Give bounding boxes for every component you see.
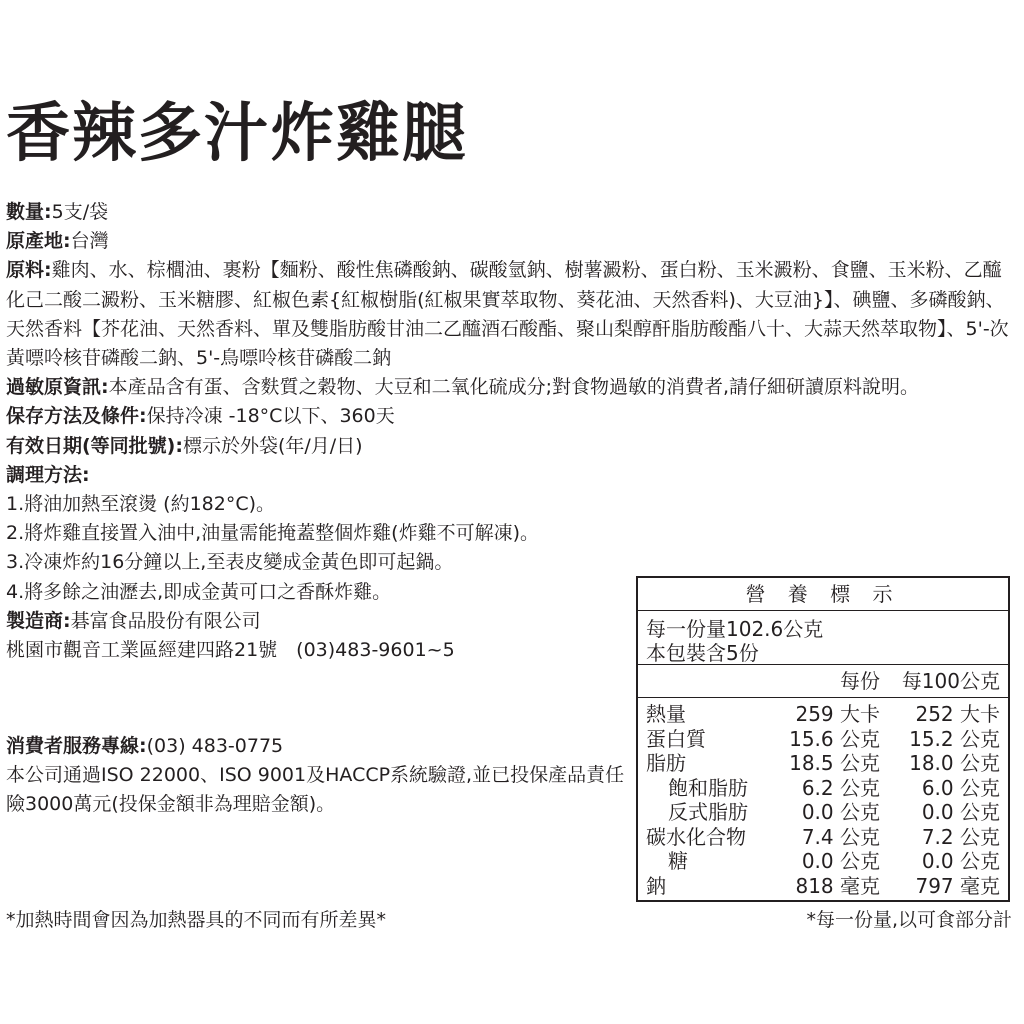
nutrition-rows [638,698,1008,898]
nutrition-row [638,874,1008,899]
storage-value: 保持冷凍 -18°C以下、360天 [146,405,395,428]
manufacturer-value: 碁富食品股份有限公司 [70,609,261,632]
expiry-label: 有效日期(等同批號): [6,434,183,457]
allergen-paragraph [6,373,1016,402]
per-serving-value: 18.5 公克 [789,751,880,775]
nutrient-name: 脂肪 [646,751,686,775]
service-info [6,732,626,820]
per-serving-value: 6.2 公克 [801,775,880,800]
nutrient-name: 熱量 [646,702,686,726]
per-100g-value: 252 大卡 [915,702,1000,726]
per-serving-value: 15.6 公克 [789,726,880,751]
origin-line [6,227,1016,256]
per-100g-value: 15.2 公克 [909,726,1000,751]
cooking-step: 3.冷凍炸約16分鐘以上,至表皮變成金黃色即可起鍋。 [6,551,454,574]
hotline-line [6,732,626,761]
per-serving-value: 0.0 公克 [801,800,880,824]
quantity-line [6,198,1016,227]
col-per-serving: 每份 [840,669,880,693]
nutrient-name: 反式脂肪 [668,800,748,824]
origin-label: 原產地: [6,230,71,253]
cooking-label: 調理方法: [6,463,90,486]
product-title: 香辣多汁炸雞腿 [6,97,468,171]
nutrition-row [638,727,1008,752]
storage-line [6,402,1016,431]
cooking-step: 1.將油加熱至滾燙 (約182°C)。 [6,493,276,516]
nutrition-row [638,825,1008,850]
nutrition-row [638,800,1008,825]
allergen-value: 本產品含有蛋、含麩質之穀物、大豆和二氧化硫成分;對食物過敏的消費者,請仔細研讀原料說明。 [108,376,920,399]
per-serving-value: 259 大卡 [795,702,880,726]
nutrient-name: 碳水化合物 [646,824,746,849]
per-100g-value: 0.0 公克 [921,800,1000,824]
nutrition-row [638,702,1008,727]
nutrient-name: 鈉 [646,873,666,898]
per-100g-value: 18.0 公克 [909,751,1000,775]
nutrition-facts-table [636,576,1010,902]
certification-text: 本公司通過ISO 22000、ISO 9001及HACCP系統驗證,並已投保產品責任險3000萬元(投保金額非為理賠金額)。 [6,764,625,816]
per-serving-value: 818 毫克 [795,873,880,898]
per-100g-value: 0.0 公克 [921,849,1000,873]
address-line: 桃園市觀音工業區經建四路21號 (03)483-9601~5 [6,639,455,662]
origin-value: 台灣 [70,230,109,253]
nutrition-row [638,776,1008,801]
ingredients-value: 雞肉、水、棕櫚油、裹粉【麵粉、酸性焦磷酸鈉、碳酸氫鈉、樹薯澱粉、蛋白粉、玉米澱粉、食鹽、玉米粉、乙醯化己二酸二澱粉、玉米糖膠、紅椒色素{紅椒樹脂(紅椒果實萃取物、葵花油、天然香料)、大豆油}】、碘鹽、多磷酸鈉、天然香料【芥花油、天然香料、單及雙脂肪酸甘油二乙醯酒石酸酯、聚山梨醇酐脂肪酸酯八十、大蒜天然萃取物】、5'-次黃嘌呤核苷磷酸二鈉、5'-鳥嘌呤核苷磷酸二鈉 [6,259,1009,370]
ingredients-label: 原料: [6,259,52,282]
heating-footnote: *加熱時間會因為加熱器具的不同而有所差異* [6,909,387,931]
quantity-value: 5支/袋 [51,201,109,223]
nutrition-header-row [638,665,1008,698]
per-serving-value: 7.4 公克 [801,824,880,849]
allergen-label: 過敏原資訊: [6,376,109,399]
per-100g-value: 6.0 公克 [921,775,1000,800]
per-100g-value: 7.2 公克 [921,824,1000,849]
quantity-label: 數量: [6,201,52,223]
nutrition-row [638,849,1008,874]
serving-size: 每一份量102.6公克 [646,617,824,641]
nutrient-name: 飽和脂肪 [668,775,748,800]
per-serving-value: 0.0 公克 [801,849,880,873]
per-100g-value: 797 毫克 [915,873,1000,898]
serving-info [638,611,1008,665]
storage-label: 保存方法及條件: [6,405,147,428]
servings-per-pack: 本包裝含5份 [646,641,759,665]
nutrient-name: 糖 [668,849,688,873]
manufacturer-label: 製造商: [6,609,71,632]
expiry-value: 標示於外袋(年/月/日) [182,434,363,457]
serving-footnote: *每一份量,以可食部分計 [806,909,1012,931]
hotline-label: 消費者服務專線: [6,735,147,757]
hotline-value: (03) 483-0775 [146,735,284,757]
nutrition-title: 營 養 標 示 [638,578,1008,611]
cooking-step: 2.將炸雞直接置入油中,油量需能掩蓋整個炸雞(炸雞不可解凍)。 [6,522,539,545]
expiry-line [6,432,1016,461]
col-per-100g: 每100公克 [901,669,1000,693]
ingredients-paragraph [6,256,1016,373]
nutrient-name: 蛋白質 [646,726,706,751]
cooking-step: 4.將多餘之油瀝去,即成金黃可口之香酥炸雞。 [6,580,392,603]
nutrition-row [638,751,1008,776]
